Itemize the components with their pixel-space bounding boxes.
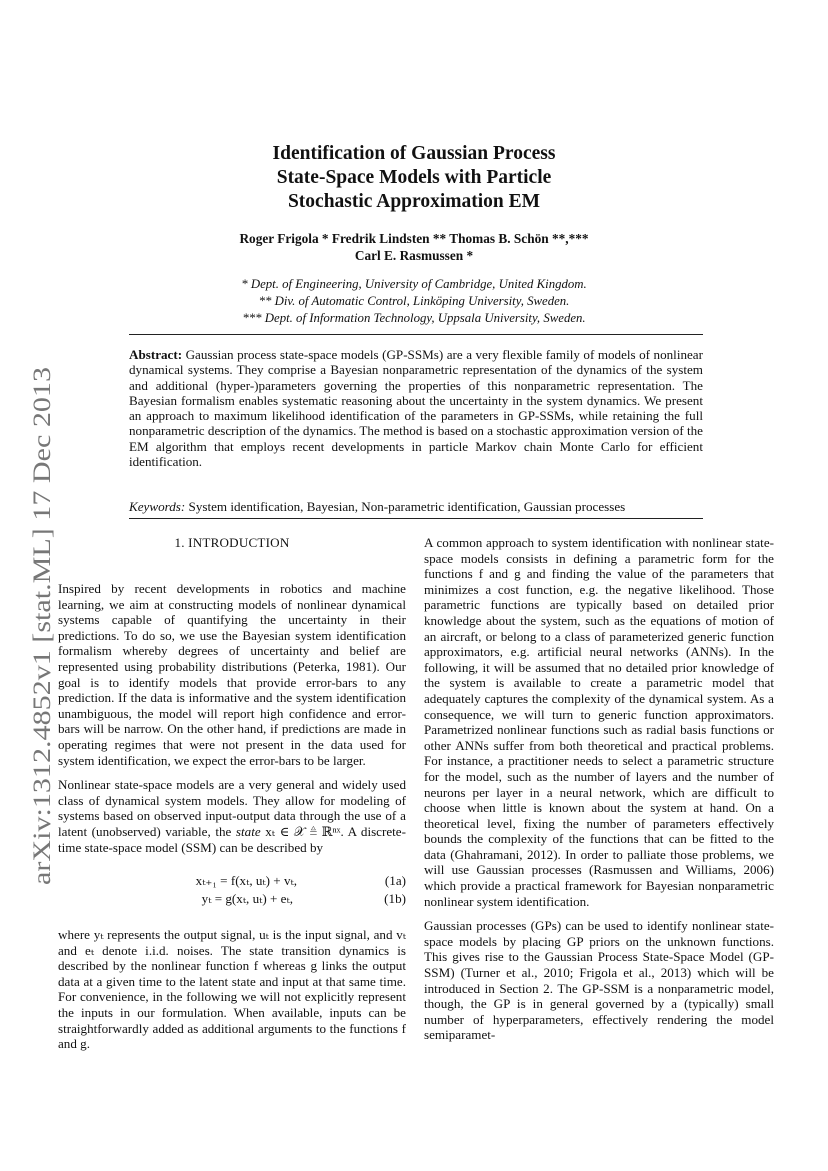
right-paragraph-2: Gaussian processes (GPs) can be used to identify nonlinear state-space models by placing GP priors on the unknown functions. This gives rise to the Gaussian Process State-Space Model (GP-SSM) (Turner et al., 2010; Frigola et al., 2013) which will be introduced in Section 2. The GP-SSM is a nonparametric model, though, the GP is in general governed by a (typically) small number of hyperparameters, effectively rendering the model semiparamet- — [424, 918, 774, 1043]
intro-paragraph-1: Inspired by recent developments in robotics and machine learning, we aim at constructing models of nonlinear dynamical systems capable of quantifying the uncertainty in their predictions. To do so, we use the Bayesian system identification formalism whereby degrees of uncertainty and belief are represented using probability distributions (Peterka, 1981). Our goal is to identify models that provide error-bars to any prediction. If the data is informative and the system identification unambiguous, the model will report high confidence and error-bars will be narrow. On the other hand, if predictions are made in operating regimes that were not present in the data used for system identification, we expect the error-bars to be larger. — [58, 581, 406, 768]
keywords-label: Keywords: — [129, 499, 186, 514]
intro-paragraph-2-tail: A discrete-time state-space model (SSM) can be described by — [58, 823, 406, 855]
abstract-top-rule — [129, 334, 703, 335]
author-list — [120, 230, 708, 264]
abstract-bottom-rule — [129, 518, 703, 519]
keywords-text: System identification, Bayesian, Non-parametric identification, Gaussian processes — [188, 499, 626, 514]
equation-number: (1b) — [384, 891, 406, 907]
title-line: Identification of Gaussian Process — [272, 143, 556, 164]
left-column — [58, 535, 406, 1052]
keywords — [129, 499, 703, 514]
abstract — [129, 347, 703, 469]
arxiv-identifier-stamp — [20, 365, 60, 885]
equation-expression: xₜ₊₁ = f(xₜ, uₜ) + vₜ, — [195, 873, 297, 889]
intro-paragraph-2-text: Nonlinear state-space models are a very general and widely used class of dynamical system models. They allow for modeling of systems based on observed input-output data through the use of a latent (unobserved) variable, the — [58, 777, 406, 839]
section-heading: 1. INTRODUCTION — [174, 535, 290, 550]
equation-expression: yₜ = g(xₜ, uₜ) + eₜ, — [201, 891, 293, 907]
equation-row — [58, 872, 406, 890]
intro-paragraph-2 — [58, 777, 406, 855]
affiliations — [120, 276, 708, 327]
state-term: state — [235, 823, 261, 839]
right-column — [424, 535, 774, 1043]
abstract-text: Gaussian process state-space models (GP-SSMs) are a very flexible family of models of nonlinear dynamical systems. They comprise a Bayesian nonparametric representation of the dynamics of the system and additional (hyper-)parameters governing the properties of this nonparametric representation. The Bayesian formalism enables systematic reasoning about the uncertainty in the system dynamics. We present an approach to maximum likelihood identification of the parameters in GP-SSMs, while retaining the full nonparametric description of the dynamics. The method is based on a stochastic approximation version of the EM algorithm that employs recent developments in particle Markov chain Monte Carlo for efficient identification. — [129, 347, 703, 470]
equation-row — [58, 890, 406, 908]
intro-paragraph-3: where yₜ represents the output signal, uₜ is the input signal, and vₜ and eₜ denote i.i.d. noises. The state transition dynamics is described by the nonlinear function f whereas g links the output data at a given time to the latent state and input at that same time. For convenience, in the following we will not explicitly represent the inputs in our formulation. When available, inputs can be straightforwardly added as additional arguments to the functions f and g. — [58, 927, 406, 1052]
equation-number: (1a) — [384, 873, 406, 889]
title-line: State-Space Models with Particle — [276, 167, 552, 188]
abstract-label: Abstract: — [129, 347, 183, 362]
author-line: Roger Frigola * Fredrik Lindsten ** Thomas B. Schön **,*** — [239, 231, 589, 246]
affiliation-line: *** Dept. of Information Technology, Uppsala University, Sweden. — [242, 311, 586, 325]
affiliation-line: * Dept. of Engineering, University of Cambridge, United Kingdom. — [241, 277, 587, 291]
author-line: Carl E. Rasmussen * — [354, 248, 474, 263]
right-paragraph-1: A common approach to system identification with nonlinear state-space models consists in defining a parametric form for the functions f and g and finding the value of the parameters that minimizes a cost function, e.g. the negative likelihood. Those parametric functions are typically based on detailed prior knowledge about the system, such as the equations of motion of an aircraft, or belong to a class of parameterized generic function approximators, e.g. artificial neural networks (ANNs). In the following, it will be assumed that no detailed prior knowledge of the system is available to create a parametric model that adequately captures the complexity of the dynamical system. As a consequence, we will turn to generic function approximators. Parametrized nonlinear functions such as radial basis functions or other ANNs suffer from both theoretical and practical problems. For instance, a practitioner needs to select a parametric structure for the model, such as the number of layers and the number of neurons per layer in a neural network, which are difficult to choose when little is known about the system at hand. On a theoretical level, fixing the number of parameters effectively bounds the complexity of the functions that can be fitted to the data (Ghahramani, 2012). In order to palliate those problems, we will use Gaussian processes (Rasmussen and Williams, 2006) which provide a practical framework for Bayesian nonparametric nonlinear system identification. — [424, 535, 774, 909]
equation-block — [58, 872, 406, 908]
title-line: Stochastic Approximation EM — [287, 191, 541, 212]
state-math: xₜ ∈ 𝒳 ≜ ℝⁿˣ. — [265, 823, 344, 839]
paper-title — [120, 142, 708, 214]
arxiv-stamp-text: arXiv:1312.4852v1 [stat.ML] 17 Dec 2013 — [29, 454, 56, 885]
affiliation-line: ** Div. of Automatic Control, Linköping University, Sweden. — [258, 294, 570, 308]
